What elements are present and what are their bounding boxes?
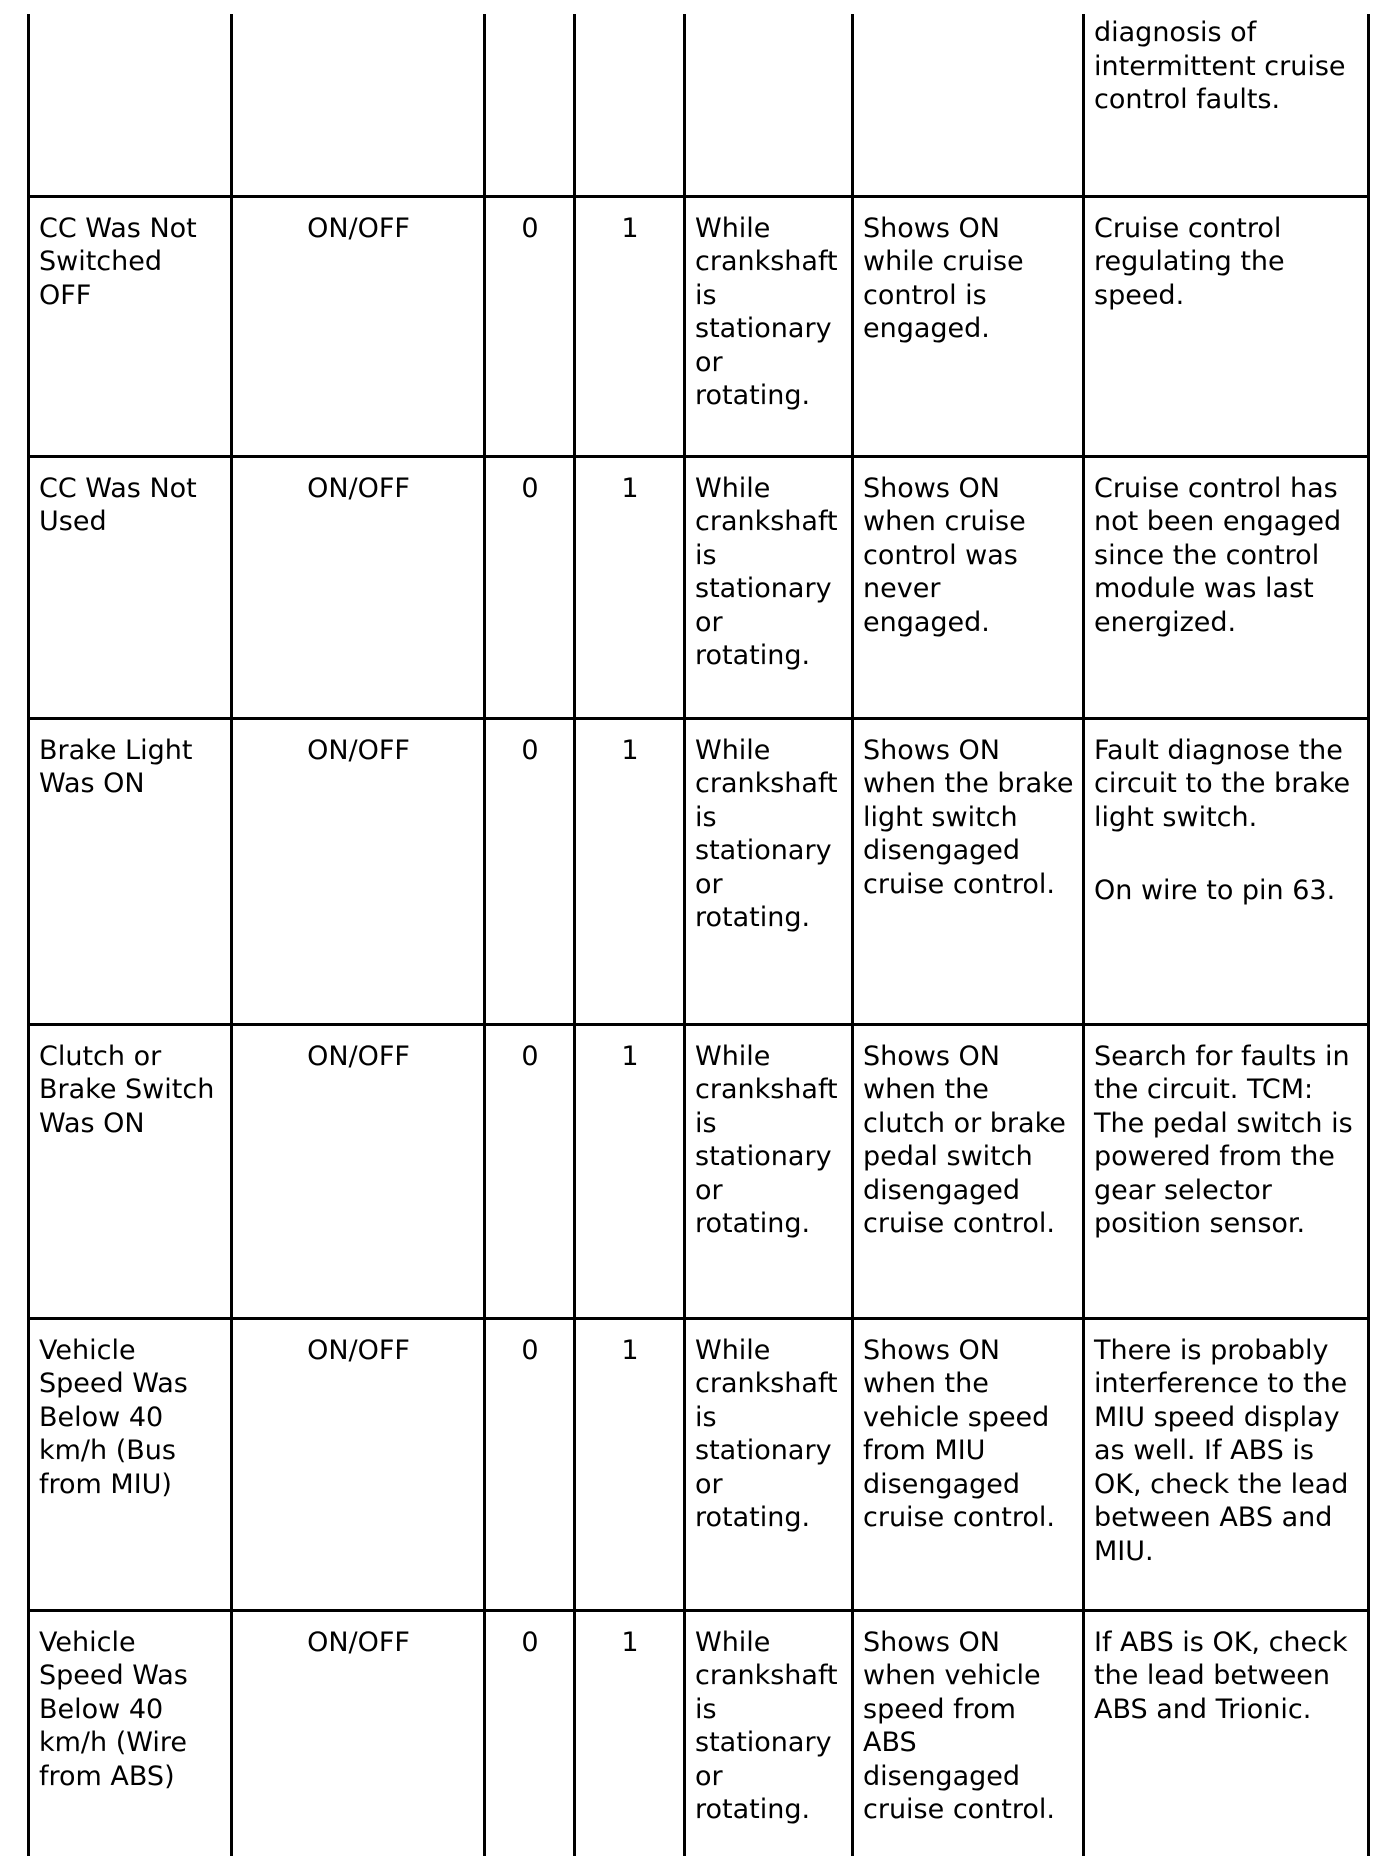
remedy-text: Cruise control has not been engaged since the control module was last energized. [1094,472,1342,638]
parameter-cell [29,14,232,196]
parameter-cell: Brake Light Was ON [29,718,232,1024]
parameter-cell: Vehicle Speed Was Below 40 km/h (Bus from MIU) [29,1318,232,1610]
description-cell: Shows ON when the vehicle speed from MIU disengaged cruise control. [853,1318,1084,1610]
table-row [29,14,1369,196]
condition-cell: While crankshaft is stationary or rotating. [685,1610,853,1856]
parameter-table [27,14,1370,1856]
remedy-text: Cruise control regulating the speed. [1094,212,1285,311]
condition-cell: While crankshaft is stationary or rotating. [685,1318,853,1610]
min-cell: 0 [485,1610,575,1856]
table-row [29,1610,1369,1856]
unit-cell [232,14,485,196]
description-cell: Shows ON while cruise control is engaged. [853,196,1084,456]
min-cell [485,14,575,196]
remedy-text: Search for faults in the circuit. TCM: The pedal switch is powered from the gear selector position sensor. [1094,1040,1353,1239]
min-cell: 0 [485,1024,575,1318]
description-cell: Shows ON when the clutch or brake pedal switch disengaged cruise control. [853,1024,1084,1318]
unit-cell: ON/OFF [232,718,485,1024]
condition-cell [685,14,853,196]
remedy-cell [1084,1318,1369,1610]
remedy-text: On wire to pin 63. [1094,875,1336,906]
description-cell: Shows ON when vehicle speed from ABS disengaged cruise control. [853,1610,1084,1856]
max-cell: 1 [575,456,685,718]
max-cell: 1 [575,718,685,1024]
max-cell: 1 [575,1610,685,1856]
table-row [29,456,1369,718]
remedy-cell [1084,1024,1369,1318]
parameter-cell: Clutch or Brake Switch Was ON [29,1024,232,1318]
min-cell: 0 [485,456,575,718]
max-cell [575,14,685,196]
remedy-text: diagnosis of intermittent cruise control faults. [1094,17,1346,115]
table-row [29,718,1369,1024]
condition-cell: While crankshaft is stationary or rotating. [685,196,853,456]
description-cell [853,14,1084,196]
condition-cell: While crankshaft is stationary or rotating. [685,1024,853,1318]
condition-cell: While crankshaft is stationary or rotating. [685,456,853,718]
condition-cell: While crankshaft is stationary or rotating. [685,718,853,1024]
remedy-cell [1084,1610,1369,1856]
max-cell: 1 [575,1024,685,1318]
remedy-cell [1084,14,1369,196]
remedy-text: Fault diagnose the circuit to the brake light switch. [1094,734,1351,833]
parameter-cell: Vehicle Speed Was Below 40 km/h (Wire from ABS) [29,1610,232,1856]
description-cell: Shows ON when the brake light switch disengaged cruise control. [853,718,1084,1024]
unit-cell: ON/OFF [232,1318,485,1610]
description-cell: Shows ON when cruise control was never engaged. [853,456,1084,718]
unit-cell: ON/OFF [232,456,485,718]
remedy-text: There is probably interference to the MIU speed display as well. If ABS is OK, check the lead between ABS and MIU. [1094,1334,1349,1567]
parameter-cell: CC Was Not Used [29,456,232,718]
table-row [29,196,1369,456]
table-row [29,1024,1369,1318]
unit-cell: ON/OFF [232,1610,485,1856]
unit-cell: ON/OFF [232,1024,485,1318]
remedy-text: If ABS is OK, check the lead between ABS and Trionic. [1094,1626,1348,1725]
table-row [29,1318,1369,1610]
parameter-cell: CC Was Not Switched OFF [29,196,232,456]
unit-cell: ON/OFF [232,196,485,456]
max-cell: 1 [575,196,685,456]
remedy-cell [1084,456,1369,718]
remedy-cell [1084,718,1369,1024]
remedy-cell [1084,196,1369,456]
min-cell: 0 [485,196,575,456]
max-cell: 1 [575,1318,685,1610]
min-cell: 0 [485,1318,575,1610]
min-cell: 0 [485,718,575,1024]
